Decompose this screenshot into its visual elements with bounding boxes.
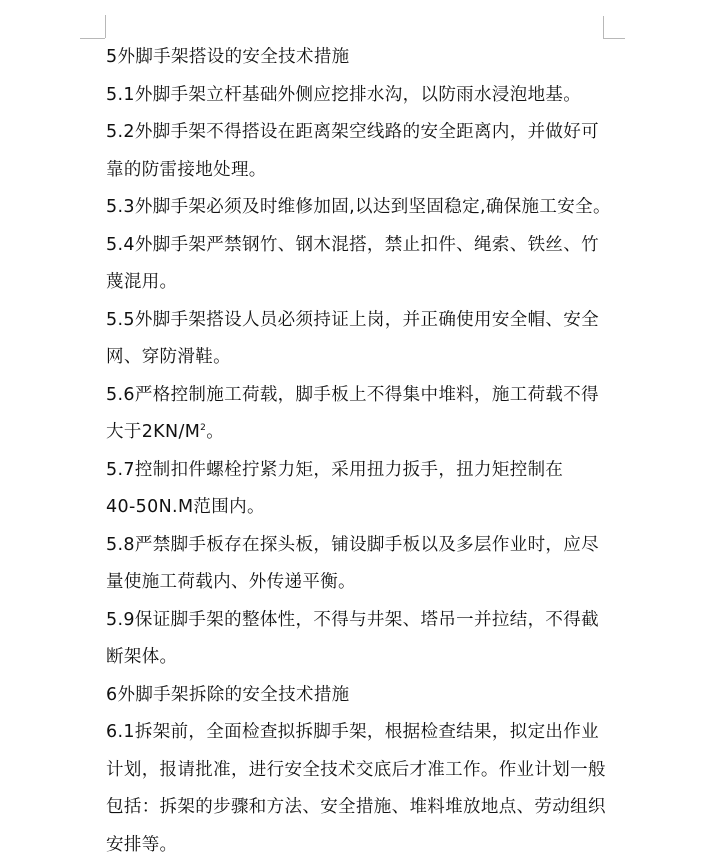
paragraph-line — [106, 414, 606, 452]
paragraph-line: 计划，报请批准，进行安全技术交底后才准工作。作业计划一般 — [106, 759, 606, 780]
paragraph-line: 5.6严格控制施工荷载，脚手板上不得集中堆料，施工荷载不得 — [106, 384, 599, 405]
page-corner-mark-top-right — [603, 16, 604, 38]
paragraph-line: 安排等。 — [106, 834, 178, 855]
paragraph-line: 5.4外脚手架严禁钢竹、钢木混搭，禁止扣件、绳索、铁丝、竹 — [106, 234, 599, 255]
paragraph-line: 5.8严禁脚手板存在探头板，铺设脚手板以及多层作业时，应尽 — [106, 534, 599, 555]
paragraph-line: 6.1拆架前，全面检查拟拆脚手架，根据检查结果，拟定出作业 — [106, 722, 599, 742]
period: 。 — [206, 422, 225, 442]
paragraph-line: 5.2外脚手架不得搭设在距离架空线路的安全距离内，并做好可 — [106, 122, 599, 142]
paragraph-line: 网、穿防滑鞋。 — [106, 347, 231, 367]
page-corner-mark-top-right — [603, 38, 625, 39]
paragraph-line: 40-50N.M范围内。 — [106, 497, 265, 517]
paragraph-line: 量使施工荷载内、外传递平衡。 — [106, 572, 356, 592]
document-body — [106, 39, 611, 864]
paragraph-line: 包括：拆架的步骤和方法、安全措施、堆料堆放地点、劳动组织 — [106, 797, 606, 817]
section-heading: 5外脚手架搭设的安全技术措施 — [106, 47, 350, 67]
paragraph-line: 蔑混用。 — [106, 272, 178, 292]
paragraph-line: 5.3外脚手架必须及时维修加固,以达到坚固稳定,确保施工安全。 — [106, 197, 611, 217]
paragraph-line: 5.9保证脚手架的整体性，不得与井架、塔吊一并拉结，不得截 — [106, 609, 599, 630]
paragraph-line: 5.1外脚手架立杆基础外侧应挖排水沟，以防雨水浸泡地基。 — [106, 84, 582, 105]
page-corner-mark-top-left — [80, 38, 105, 39]
paragraph-line: 5.5外脚手架搭设人员必须持证上岗，并正确使用安全帽、安全 — [106, 309, 599, 330]
load-limit-text: 大于2KN/M — [106, 422, 201, 442]
paragraph-line: 靠的防雷接地处理。 — [106, 159, 267, 180]
paragraph-line: 断架体。 — [106, 647, 178, 667]
page-corner-mark-top-left — [105, 15, 106, 38]
superscript: 2 — [200, 423, 207, 434]
section-heading: 6外脚手架拆除的安全技术措施 — [106, 684, 350, 705]
paragraph-line: 5.7控制扣件螺栓拧紧力矩，采用扭力扳手，扭力矩控制在 — [106, 459, 564, 480]
